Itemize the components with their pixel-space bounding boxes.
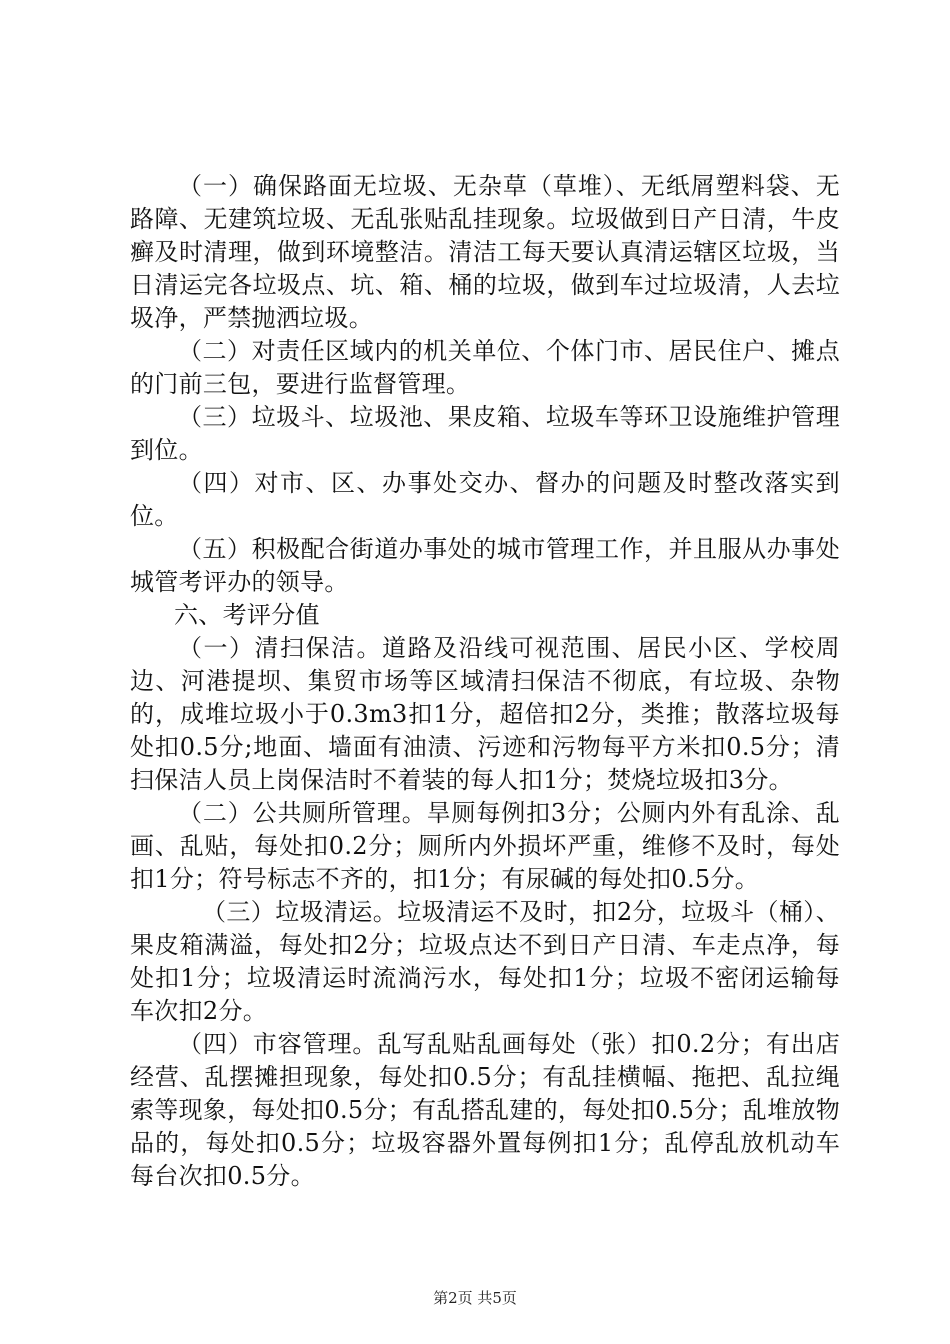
- paragraph-4: （四）对市、区、办事处交办、督办的问题及时整改落实到位。: [130, 469, 840, 530]
- paragraph-9: （四）市容管理。乱写乱贴乱画每处（张）扣0.2分；有出店经营、乱摆摊担现象，每处扣0.5分；有乱挂横幅、拖把、乱拉绳索等现象，每处扣0.5分；有乱搭乱建的，每处扣0.5分；乱堆放物品的，每处扣0.5分；垃圾容器外置每例扣1分；乱停乱放机动车每台次扣0.5分。: [130, 1030, 840, 1190]
- paragraph-2: （二）对责任区域内的机关单位、个体门市、居民住户、摊点的门前三包，要进行监督管理。: [130, 337, 840, 398]
- paragraph-6: （一）清扫保洁。道路及沿线可视范围、居民小区、学校周边、河港提坝、集贸市场等区域清扫保洁不彻底，有垃圾、杂物的，成堆垃圾小于0.3m3扣1分，超倍扣2分，类推；散落垃圾每处扣0.5分;地面、墙面有油渍、污迹和污物每平方米扣0.5分；清扫保洁人员上岗保洁时不着装的每人扣1分；焚烧垃圾扣3分。: [130, 634, 840, 794]
- section-heading: 六、考评分值: [174, 601, 320, 629]
- paragraph-7: （二）公共厕所管理。旱厕每例扣3分；公厕内外有乱涂、乱画、乱贴，每处扣0.2分；厕所内外损坏严重，维修不及时，每处扣1分；符号标志不齐的，扣1分；有尿碱的每处扣0.5分。: [130, 799, 840, 893]
- page-footer: 第2页 共5页: [433, 1289, 517, 1307]
- paragraph-5: （五）积极配合街道办事处的城市管理工作，并且服从办事处城管考评办的领导。: [130, 535, 840, 596]
- paragraph-8: （三）垃圾清运。垃圾清运不及时，扣2分，垃圾斗（桶）、果皮箱满溢，每处扣2分；垃圾点达不到日产日清、车走点净，每处扣1分；垃圾清运时流淌污水，每处扣1分；垃圾不密闭运输每车次扣2分。: [130, 898, 840, 1025]
- document-body: [130, 170, 840, 1193]
- paragraph-1: （一）确保路面无垃圾、无杂草（草堆）、无纸屑塑料袋、无路障、无建筑垃圾、无乱张贴乱挂现象。垃圾做到日产日清，牛皮癣及时清理，做到环境整洁。清洁工每天要认真清运辖区垃圾，当日清运完各垃圾点、坑、箱、桶的垃圾，做到车过垃圾清，人去垃圾净，严禁抛洒垃圾。: [130, 172, 840, 332]
- paragraph-3: （三）垃圾斗、垃圾池、果皮箱、垃圾车等环卫设施维护管理到位。: [130, 403, 840, 464]
